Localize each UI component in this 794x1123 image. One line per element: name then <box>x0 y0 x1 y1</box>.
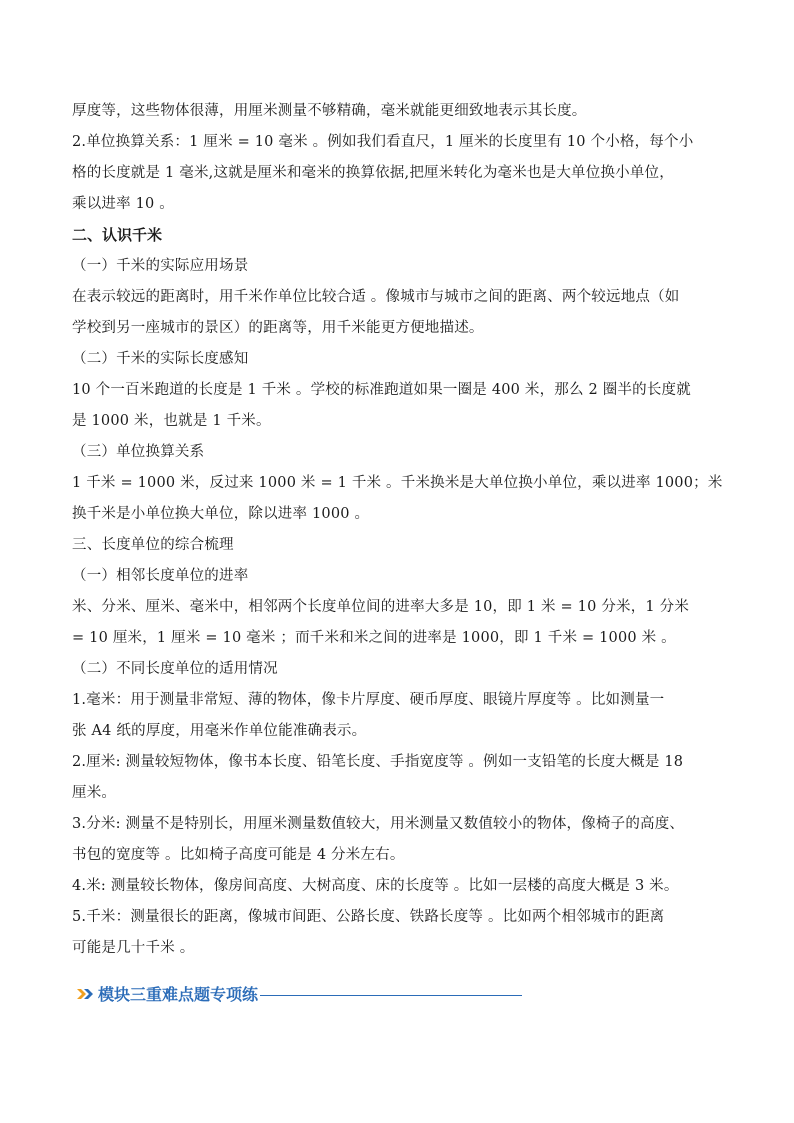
text-line: （二）千米的实际长度感知 <box>72 351 249 367</box>
text-line: 学校到另一座城市的景区）的距离等，用千米能更方便地描述。 <box>72 320 484 336</box>
text-line: 3.分米: 测量不是特别长，用厘米测量数值较大，用米测量又数值较小的物体，像椅子的高度、 <box>72 816 685 832</box>
text-line: 厘米。 <box>72 785 117 801</box>
text-line: （二）不同长度单位的适用情况 <box>72 661 278 677</box>
text-line: 2.厘米: 测量较短物体，像书本长度、铅笔长度、手指宽度等 。例如一支铅笔的长度大概是 18 <box>72 754 684 770</box>
module-rule <box>260 995 522 996</box>
text-line: （三）单位换算关系 <box>72 444 205 460</box>
text-line: 在表示较远的距离时，用千米作单位比较合适 。像城市与城市之间的距离、两个较远地点（如 <box>72 289 680 305</box>
text-line: 张 A4 纸的厚度，用毫米作单位能准确表示。 <box>72 723 367 739</box>
text-line: 米、分米、厘米、毫米中，相邻两个长度单位间的进率大多是 10，即 1 米 = 10 分米，1 分米 <box>72 599 690 615</box>
section-heading: 二、认识千米 <box>72 226 163 244</box>
text-line: 1 千米 = 1000 米，反过来 1000 米 = 1 千米 。千米换米是大单位换小单位，乘以进率 1000；米 <box>72 475 723 491</box>
text-line: 10 个一百米跑道的长度是 1 千米 。学校的标准跑道如果一圈是 400 米，那么 2 圈半的长度就 <box>72 382 691 398</box>
text-line: 1.毫米：用于测量非常短、薄的物体，像卡片厚度、硬币厚度、眼镜片厚度等 。比如测量一 <box>72 692 665 708</box>
module-header <box>76 980 522 1006</box>
text-line: 书包的宽度等 。比如椅子高度可能是 4 分米左右。 <box>72 847 405 863</box>
module-title: 模块三重难点题专项练 <box>98 984 259 1004</box>
double-chevron-icon <box>76 986 94 1000</box>
document-body <box>72 96 740 964</box>
text-line: 厚度等，这些物体很薄，用厘米测量不够精确，毫米就能更细致地表示其长度。 <box>72 103 587 119</box>
text-line: 5.千米：测量很长的距离，像城市间距、公路长度、铁路长度等 。比如两个相邻城市的距离 <box>72 909 665 925</box>
text-line: 换千米是小单位换大单位，除以进率 1000 。 <box>72 506 370 522</box>
text-line: 4.米: 测量较长物体，像房间高度、大树高度、床的长度等 。比如一层楼的高度大概是 3 米。 <box>72 878 679 894</box>
text-line: = 10 厘米，1 厘米 = 10 毫米 ；而千米和米之间的进率是 1000，即 1 千米 = 1000 米 。 <box>72 630 676 646</box>
text-line: 是 1000 米，也就是 1 千米。 <box>72 413 271 429</box>
text-line: 可能是几十千米 。 <box>72 940 195 956</box>
text-line: （一）相邻长度单位的进率 <box>72 568 249 584</box>
text-line: 三、长度单位的综合梳理 <box>72 537 234 553</box>
text-line: 2.单位换算关系：1 厘米 = 10 毫米 。例如我们看直尺，1 厘米的长度里有 10 个小格，每个小 <box>72 134 694 150</box>
text-line: 乘以进率 10 。 <box>72 196 174 212</box>
text-line: （一）千米的实际应用场景 <box>72 258 249 274</box>
text-line: 格的长度就是 1 毫米,这就是厘米和毫米的换算依据,把厘米转化为毫米也是大单位换小单位， <box>72 165 674 181</box>
